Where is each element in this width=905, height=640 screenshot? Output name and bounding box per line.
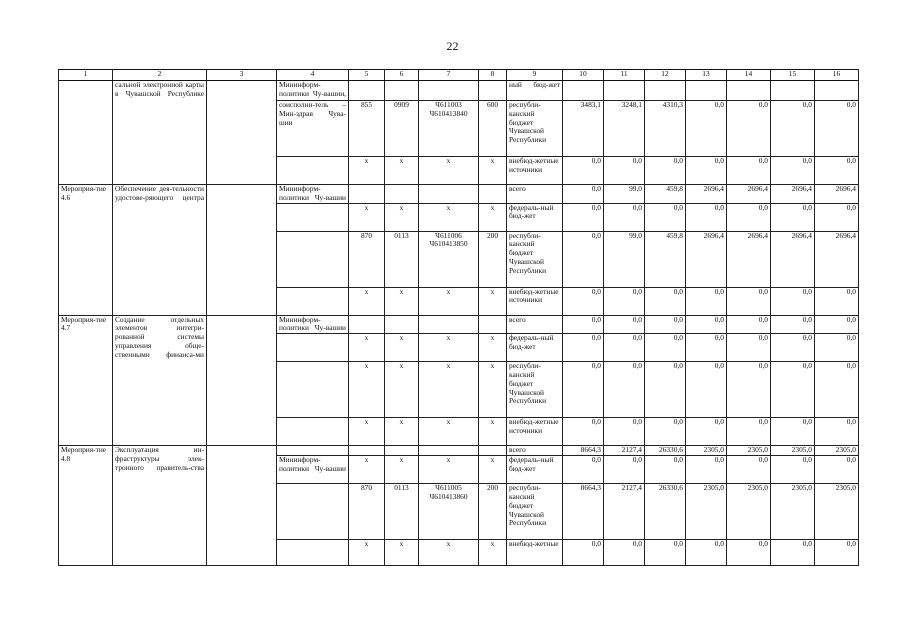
year-amount-cell: 0,0 [771,157,815,185]
year-amount-cell: 0,0 [563,185,604,204]
year-amount-cell: 0,0 [815,456,859,484]
column-number: 6 [385,70,419,81]
year-amount-cell: 2696,4 [815,231,859,287]
column-number: 1 [59,70,113,81]
grbs-code-cell [349,446,385,456]
target-article-cell: x [419,203,479,231]
target-article-cell: Ч611003 Ч610413840 [419,101,479,157]
section-code-cell: 0113 [385,484,419,540]
year-amount-cell: 26330,6 [645,484,686,540]
section-code-cell: x [385,456,419,484]
funding-source-cell: всего [507,185,563,204]
year-amount-cell: 2696,4 [815,185,859,204]
responsible-executor-cell [277,157,349,185]
year-amount-cell: 0,0 [727,362,771,418]
expense-type-cell: x [479,418,507,446]
responsible-executor-cell [277,203,349,231]
year-amount-cell: 0,0 [645,540,686,566]
year-amount-cell: 0,0 [686,334,727,362]
target-article-cell [419,185,479,204]
year-amount-cell: 2305,0 [686,484,727,540]
year-amount-cell: 3483,1 [563,101,604,157]
target-article-cell: x [419,362,479,418]
section-code-cell [385,446,419,456]
grbs-code-cell: x [349,540,385,566]
expense-type-cell [479,315,507,334]
measure-name-cell: сальной электронной карты в Чувашской Республике [113,81,207,185]
funding-source-cell: федераль-ный бюд-жет [507,456,563,484]
table-row [59,81,859,101]
task-cell [207,81,277,185]
target-article-cell: x [419,418,479,446]
year-amount-cell: 0,0 [563,203,604,231]
responsible-executor-cell [277,446,349,456]
year-amount-cell: 2305,0 [686,446,727,456]
measure-number-cell [59,81,113,185]
responsible-executor-cell: Мининформ-политики Чу-вашии [277,456,349,484]
year-amount-cell: 0,0 [815,101,859,157]
target-article-cell [419,446,479,456]
expense-type-cell: 200 [479,231,507,287]
expense-type-cell: x [479,157,507,185]
responsible-executor-cell [277,418,349,446]
measure-name-cell: Эксплуатация ин-фраструктуры элек-тронного правитель-ства [113,446,207,566]
expense-type-cell [479,185,507,204]
year-amount-cell: 2696,4 [686,231,727,287]
responsible-executor-cell [277,334,349,362]
year-amount-cell: 4310,3 [645,101,686,157]
task-cell [207,446,277,566]
year-amount-cell: 2696,4 [771,231,815,287]
section-code-cell [385,315,419,334]
column-number: 7 [419,70,479,81]
task-cell [207,185,277,316]
year-amount-cell: 0,0 [645,334,686,362]
year-amount-cell: 0,0 [771,362,815,418]
year-amount-cell [645,81,686,101]
year-amount-cell: 0,0 [645,456,686,484]
year-amount-cell: 0,0 [771,334,815,362]
expense-type-cell: x [479,362,507,418]
year-amount-cell: 2305,0 [771,446,815,456]
grbs-code-cell [349,81,385,101]
task-cell [207,315,277,446]
year-amount-cell: 0,0 [686,315,727,334]
year-amount-cell: 0,0 [645,203,686,231]
target-article-cell: x [419,334,479,362]
grbs-code-cell: x [349,157,385,185]
year-amount-cell: 0,0 [604,418,645,446]
year-amount-cell: 0,0 [604,456,645,484]
funding-source-cell: внебюд-жетные источники [507,157,563,185]
year-amount-cell: 0,0 [645,362,686,418]
year-amount-cell: 459,8 [645,185,686,204]
year-amount-cell: 0,0 [686,101,727,157]
section-code-cell: x [385,334,419,362]
year-amount-cell: 0,0 [727,334,771,362]
funding-source-cell: всего [507,315,563,334]
year-amount-cell: 2305,0 [815,484,859,540]
expense-type-cell [479,446,507,456]
target-article-cell: x [419,456,479,484]
measure-number-cell: Мероприя-тие 4.6 [59,185,113,316]
funding-source-cell: федераль-ный бюд-жет [507,334,563,362]
year-amount-cell: 0,0 [815,203,859,231]
grbs-code-cell: x [349,203,385,231]
year-amount-cell: 0,0 [604,362,645,418]
column-number: 12 [645,70,686,81]
year-amount-cell: 0,0 [604,334,645,362]
grbs-code-cell: x [349,456,385,484]
year-amount-cell: 0,0 [645,418,686,446]
year-amount-cell: 0,0 [771,287,815,315]
year-amount-cell: 0,0 [771,418,815,446]
section-code-cell: 0113 [385,231,419,287]
funding-source-cell: ный бюд-жет [507,81,563,101]
target-article-cell [419,81,479,101]
section-code-cell: x [385,287,419,315]
year-amount-cell: 0,0 [771,101,815,157]
year-amount-cell: 2305,0 [771,484,815,540]
funding-source-cell: республи-канский бюджет Чувашской Республики [507,231,563,287]
grbs-code-cell: 870 [349,484,385,540]
year-amount-cell: 0,0 [727,418,771,446]
grbs-code-cell: 855 [349,101,385,157]
year-amount-cell: 2696,4 [727,231,771,287]
year-amount-cell: 0,0 [563,231,604,287]
grbs-code-cell [349,315,385,334]
year-amount-cell: 0,0 [604,203,645,231]
year-amount-cell: 8664,3 [563,484,604,540]
budget-table [58,69,859,566]
year-amount-cell: 459,8 [645,231,686,287]
funding-source-cell: всего [507,446,563,456]
grbs-code-cell: 870 [349,231,385,287]
expense-type-cell [479,81,507,101]
responsible-executor-cell [277,540,349,566]
year-amount-cell: 0,0 [645,315,686,334]
column-number-row [59,70,859,81]
responsible-executor-cell [277,484,349,540]
section-code-cell: x [385,362,419,418]
year-amount-cell: 0,0 [563,315,604,334]
table-row [59,185,859,204]
responsible-executor-cell [277,231,349,287]
year-amount-cell: 0,0 [815,418,859,446]
section-code-cell: 0909 [385,101,419,157]
column-number: 14 [727,70,771,81]
year-amount-cell: 0,0 [563,418,604,446]
grbs-code-cell: x [349,334,385,362]
year-amount-cell [563,81,604,101]
year-amount-cell: 0,0 [727,287,771,315]
year-amount-cell: 2305,0 [727,484,771,540]
column-number: 4 [277,70,349,81]
section-code-cell: x [385,540,419,566]
year-amount-cell: 0,0 [563,334,604,362]
section-code-cell: x [385,418,419,446]
target-article-cell: x [419,540,479,566]
column-number: 16 [815,70,859,81]
year-amount-cell: 0,0 [727,456,771,484]
year-amount-cell: 0,0 [645,287,686,315]
expense-type-cell: x [479,203,507,231]
year-amount-cell: 0,0 [815,287,859,315]
year-amount-cell: 2127,4 [604,484,645,540]
funding-source-cell: федераль-ный бюд-жет [507,203,563,231]
column-number: 5 [349,70,385,81]
measure-name-cell: Обеспечение дея-тельности удостове-ряющего центра [113,185,207,316]
year-amount-cell: 0,0 [686,157,727,185]
year-amount-cell: 0,0 [815,315,859,334]
year-amount-cell: 0,0 [645,157,686,185]
year-amount-cell [815,81,859,101]
year-amount-cell: 0,0 [815,157,859,185]
year-amount-cell: 0,0 [686,362,727,418]
year-amount-cell: 0,0 [771,540,815,566]
grbs-code-cell: x [349,287,385,315]
page-number: 22 [446,39,459,53]
year-amount-cell: 0,0 [727,157,771,185]
year-amount-cell: 0,0 [604,540,645,566]
funding-source-cell: республи-канский бюджет Чувашской Республики [507,484,563,540]
year-amount-cell: 2305,0 [727,446,771,456]
year-amount-cell: 0,0 [686,418,727,446]
table-row [59,446,859,456]
year-amount-cell [771,81,815,101]
target-article-cell: x [419,287,479,315]
year-amount-cell: 0,0 [686,456,727,484]
year-amount-cell: 0,0 [686,540,727,566]
year-amount-cell: 0,0 [727,203,771,231]
year-amount-cell: 99,0 [604,185,645,204]
responsible-executor-cell: соисполни-тель – Мин-здрав Чува-шии [277,101,349,157]
year-amount-cell: 0,0 [727,315,771,334]
responsible-executor-cell [277,287,349,315]
target-article-cell [419,315,479,334]
year-amount-cell: 2305,0 [815,446,859,456]
section-code-cell [385,81,419,101]
year-amount-cell: 0,0 [727,540,771,566]
year-amount-cell: 0,0 [815,334,859,362]
funding-source-cell: республи-канский бюджет Чувашской Республики [507,101,563,157]
expense-type-cell: x [479,456,507,484]
year-amount-cell: 0,0 [771,315,815,334]
year-amount-cell: 0,0 [815,362,859,418]
year-amount-cell: 0,0 [563,362,604,418]
column-number: 3 [207,70,277,81]
measure-name-cell: Создание отдельных элементов интегри-рованной системы управления обще-ственными финанса-ми [113,315,207,446]
year-amount-cell: 2127,4 [604,446,645,456]
year-amount-cell: 2696,4 [686,185,727,204]
year-amount-cell: 0,0 [771,203,815,231]
year-amount-cell: 0,0 [604,287,645,315]
expense-type-cell: x [479,334,507,362]
year-amount-cell: 0,0 [815,540,859,566]
section-code-cell [385,185,419,204]
year-amount-cell: 0,0 [727,101,771,157]
year-amount-cell: 0,0 [563,157,604,185]
year-amount-cell: 8664,3 [563,446,604,456]
funding-source-cell: внебюд-жетные источники [507,418,563,446]
target-article-cell: Ч611005 Ч610413860 [419,484,479,540]
section-code-cell: x [385,203,419,231]
year-amount-cell: 2696,4 [727,185,771,204]
target-article-cell: x [419,157,479,185]
column-number: 11 [604,70,645,81]
year-amount-cell: 0,0 [604,157,645,185]
year-amount-cell [727,81,771,101]
funding-source-cell: внебюд-жетные [507,540,563,566]
year-amount-cell: 0,0 [771,456,815,484]
responsible-executor-cell: Мининформ-политики Чу-вашии [277,185,349,204]
column-number: 2 [113,70,207,81]
target-article-cell: Ч611006 Ч610413850 [419,231,479,287]
year-amount-cell: 0,0 [604,315,645,334]
expense-type-cell: 200 [479,484,507,540]
year-amount-cell: 0,0 [686,203,727,231]
year-amount-cell: 99,0 [604,231,645,287]
expense-type-cell: x [479,540,507,566]
column-number: 9 [507,70,563,81]
measure-number-cell: Мероприя-тие 4.8 [59,446,113,566]
year-amount-cell: 0,0 [563,287,604,315]
budget-table-wrapper [58,69,858,566]
responsible-executor-cell [277,362,349,418]
funding-source-cell: внебюд-жетные источники [507,287,563,315]
year-amount-cell: 0,0 [563,540,604,566]
funding-source-cell: республи-канский бюджет Чувашской Республики [507,362,563,418]
year-amount-cell: 2696,4 [771,185,815,204]
column-number: 8 [479,70,507,81]
grbs-code-cell: x [349,362,385,418]
year-amount-cell: 3248,1 [604,101,645,157]
measure-number-cell: Мероприя-тие 4.7 [59,315,113,446]
column-number: 10 [563,70,604,81]
column-number: 13 [686,70,727,81]
year-amount-cell: 0,0 [563,456,604,484]
table-row [59,315,859,334]
grbs-code-cell: x [349,418,385,446]
responsible-executor-cell: Мининформ-политики Чу-вашии, [277,81,349,101]
expense-type-cell: x [479,287,507,315]
year-amount-cell [604,81,645,101]
section-code-cell: x [385,157,419,185]
year-amount-cell: 0,0 [686,287,727,315]
year-amount-cell: 26330,6 [645,446,686,456]
grbs-code-cell [349,185,385,204]
year-amount-cell [686,81,727,101]
expense-type-cell: 600 [479,101,507,157]
column-number: 15 [771,70,815,81]
responsible-executor-cell: Мининформ-политики Чу-вашии [277,315,349,334]
